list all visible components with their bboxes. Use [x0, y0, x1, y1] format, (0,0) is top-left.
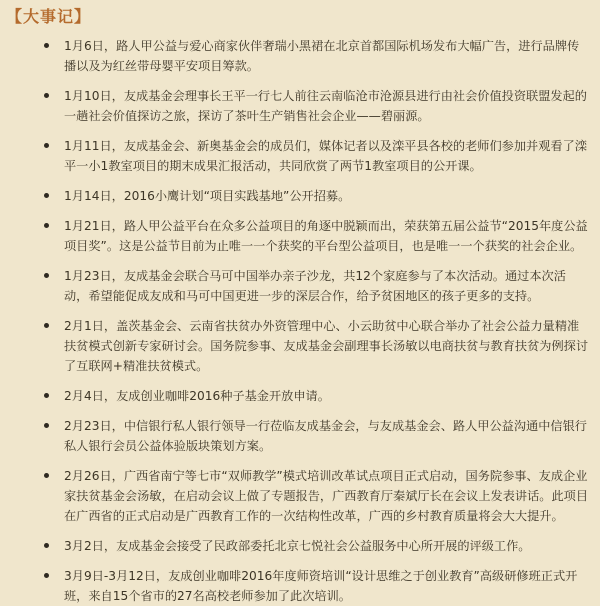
event-text: 3月2日，友成基金会接受了民政部委托北京七悦社会公益服务中心所开展的评级工作。 — [64, 539, 531, 553]
event-text: 1月14日，2016小鹰计划“项目实践基地”公开招募。 — [64, 189, 351, 203]
event-item — [64, 216, 590, 256]
event-list — [6, 36, 590, 606]
section-heading: 【大事记】 — [6, 7, 92, 26]
event-item — [64, 136, 590, 176]
bullet-icon — [44, 93, 49, 98]
event-text: 2月23日，中信银行私人银行领导一行莅临友成基金会，与友成基金会、路人甲公益沟通中信银行私人银行会员公益体验版块策划方案。 — [64, 419, 587, 453]
bullet-icon — [44, 43, 49, 48]
event-text: 1月10日，友成基金会理事长王平一行七人前往云南临沧市沧源县进行由社会价值投资联盟发起的一趟社会价值探访之旅，探访了茶叶生产销售社会企业——碧丽源。 — [64, 89, 587, 123]
event-text: 1月23日，友成基金会联合马可中国举办亲子沙龙，共12个家庭参与了本次活动。通过本次活动，希望能促成友成和马可中国更进一步的深层合作，给予贫困地区的孩子更多的支持。 — [64, 269, 566, 303]
bullet-icon — [44, 473, 49, 478]
event-text: 3月9日-3月12日，友成创业咖啡2016年度师资培训“设计思维之于创业教育”高级研修班正式开班，来自15个省市的27名高校老师参加了此次培训。 — [64, 569, 578, 603]
bullet-icon — [44, 193, 49, 198]
event-item — [64, 466, 590, 526]
event-text: 1月21日，路人甲公益平台在众多公益项目的角逐中脱颖而出，荣获第五届公益节“2015年度公益项目奖”。这是公益节目前为止唯一一个获奖的平台型公益项目，也是唯一一个获奖的社会企业。 — [64, 219, 588, 253]
event-text: 2月4日，友成创业咖啡2016种子基金开放申请。 — [64, 389, 330, 403]
event-text: 2月26日，广西省南宁等七市“双师教学”模式培训改革试点项目正式启动，国务院参事、友成企业家扶贫基金会汤敏，在启动会议上做了专题报告，广西教育厅秦斌厅长在会议上发表讲话。此项目在广西省的正式启动是广西教育工作的一次结构性改革，广西的乡村教育质量将会大大提升。 — [64, 469, 589, 523]
event-item — [64, 386, 590, 406]
bullet-icon — [44, 423, 49, 428]
event-text: 1月11日，友成基金会、新奥基金会的成员们，媒体记者以及滦平县各校的老师们参加并观看了滦平一小1教室项目的期末成果汇报活动，共同欣赏了两节1教室项目的公开课。 — [64, 139, 587, 173]
bullet-icon — [44, 143, 49, 148]
bullet-icon — [44, 273, 49, 278]
bullet-icon — [44, 393, 49, 398]
event-item — [64, 186, 590, 206]
bullet-icon — [44, 543, 49, 548]
event-item — [64, 36, 590, 76]
event-text: 1月6日，路人甲公益与爱心商家伙伴奢瑞小黑裙在北京首都国际机场发布大幅广告，进行品牌传播以及为红丝带母婴平安项目筹款。 — [64, 39, 580, 73]
event-item — [64, 86, 590, 126]
bullet-icon — [44, 223, 49, 228]
event-item — [64, 566, 590, 606]
event-item — [64, 416, 590, 456]
event-item — [64, 266, 590, 306]
event-text: 2月1日，盖茨基金会、云南省扶贫办外资管理中心、小云助贫中心联合举办了社会公益力量精准扶贫模式创新专家研讨会。国务院参事、友成基金会副理事长汤敏以电商扶贫与教育扶贫为例探讨了互联网+精准扶贫模式。 — [64, 319, 589, 373]
bullet-icon — [44, 573, 49, 578]
event-item — [64, 316, 590, 376]
bullet-icon — [44, 323, 49, 328]
event-item — [64, 536, 590, 556]
